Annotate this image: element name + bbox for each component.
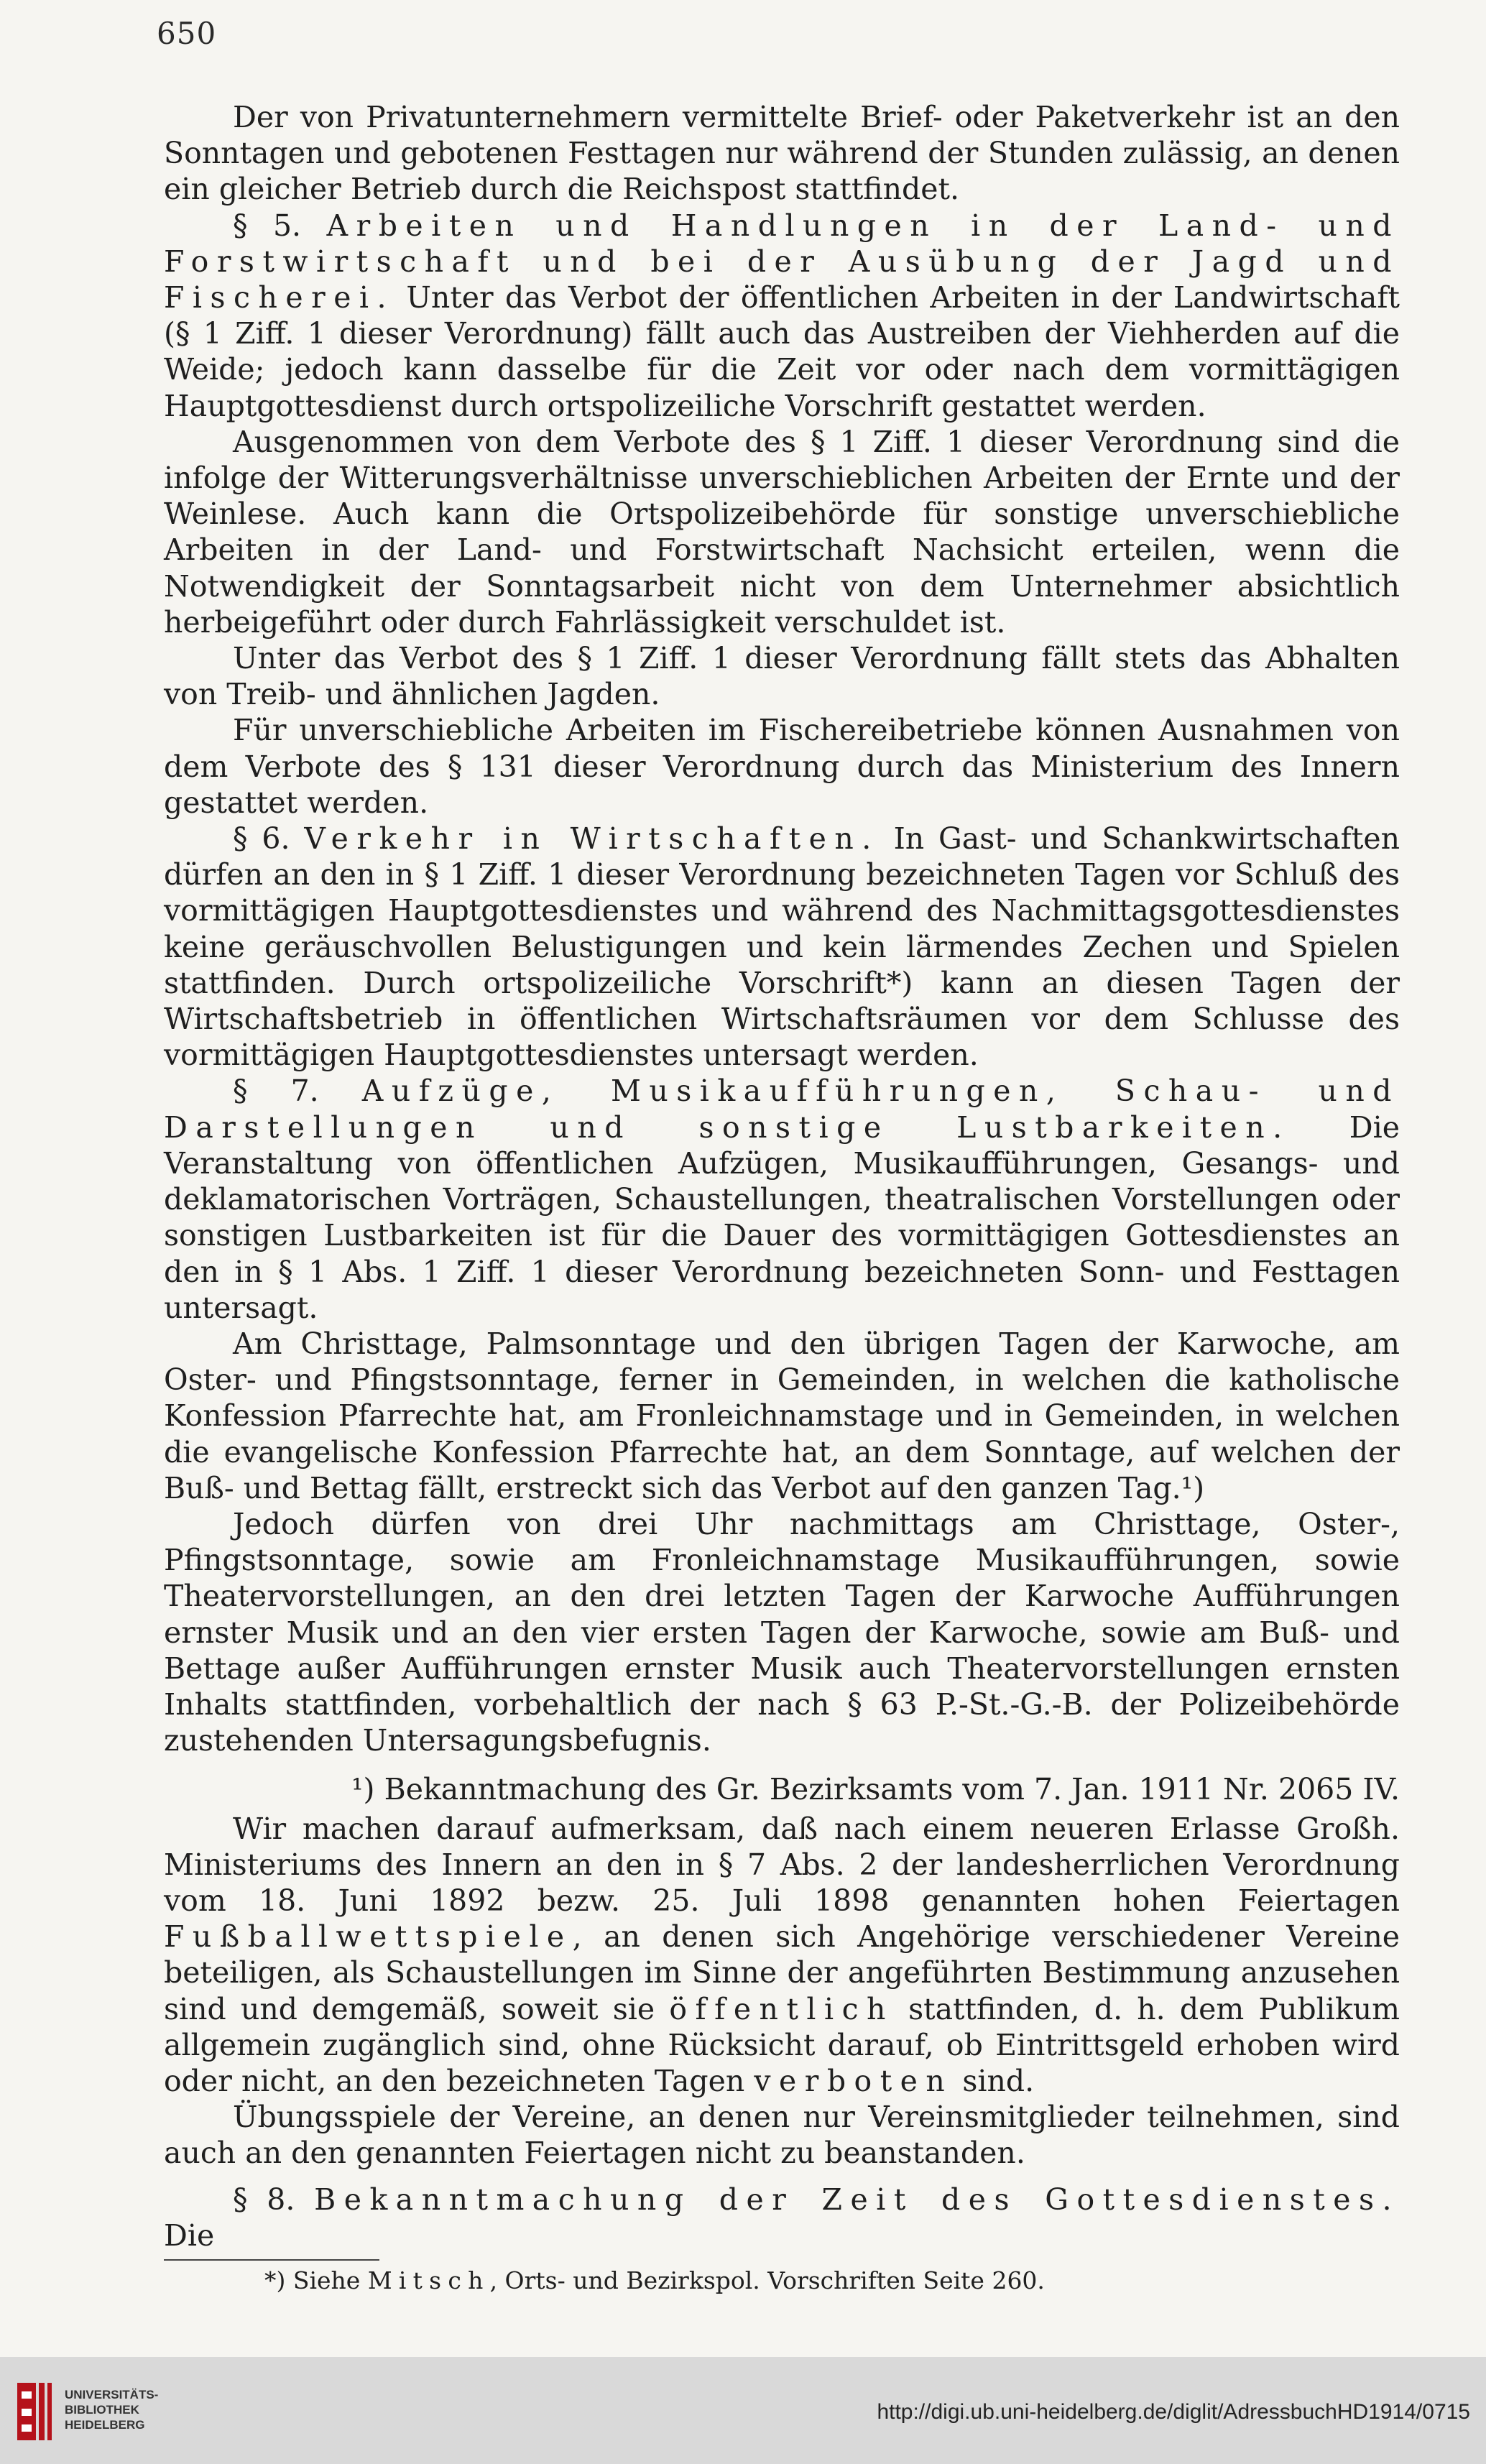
section-6-number: § 6. bbox=[233, 821, 290, 857]
source-url-link[interactable]: http://digi.ub.uni-heidelberg.de/diglit/AdressbuchHD1914/0715 bbox=[877, 2400, 1470, 2424]
footnote-bekanntmachung: ¹) Bekanntmachung des Gr. Bezirksamts vom 7. Jan. 1911 Nr. 2065 IV. bbox=[351, 1772, 1400, 1807]
section-7-number: § 7. bbox=[233, 1074, 319, 1109]
section-5-heading-paragraph bbox=[164, 208, 1400, 424]
paragraph-hunting: Unter das Verbot des § 1 Ziff. 1 dieser Verordnung fällt stets das Abhalten von Treib- und ähnlichen Jagden. bbox=[164, 641, 1400, 712]
paragraph-exceptions-harvest: Ausgenommen von dem Verbote des § 1 Ziff. 1 dieser Verordnung sind die infolge der Witterungsverhältnisse unverschieblichen Arbeiten der Ernte und der Weinlese. Auch kann die Ortspolizeibehörde für sonstige unverschiebliche Arbeiten in der Land- und Forstwirtschaft Nachsicht erteilen, wenn die Notwendigkeit der Sonntagsarbeit nicht von dem Unternehmer absichtlich herbeigeführt oder durch Fahrlässigkeit verschuldet ist. bbox=[164, 424, 1400, 640]
notice-emph-forbidden: verboten bbox=[754, 2063, 954, 2098]
section-6-heading: Verkehr in Wirtschaften. bbox=[304, 821, 880, 857]
section-8-continuation: Die bbox=[164, 2218, 215, 2253]
paragraph-private-mail: Der von Privatunternehmern vermittelte Brief- oder Paketverkehr ist an den Sonntagen und gebotenen Festtagen nur während der Stunden zulässig, an denen ein gleicher Betrieb durch die Reichspost stattfindet. bbox=[164, 100, 1400, 207]
section-5-body: Unter das Verbot der öffentlichen Arbeiten in der Landwirtschaft (§ 1 Ziff. 1 dieser Verordnung) fällt auch das Austreiben der Viehherden auf die Weide; jedoch kann dasselbe für die Zeit vor oder nach dem vormittägigen Hauptgottesdienst durch ortspolizeiliche Vorschrift gestattet werden. bbox=[164, 280, 1400, 423]
digitization-footer bbox=[0, 2357, 1486, 2464]
section-6-body: In Gast- und Schankwirtschaften dürfen an den in § 1 Ziff. 1 dieser Verordnung bezeichneten Tagen vor Schluß des vormittägigen Hauptgottesdienstes und während des Nachmittagsgottesdienstes keine geräuschvollen Belustigungen und kein lärmendes Zechen und Spielen stattfinden. Durch ortspolizeiliche Vorschrift*) kann an diesen Tagen der Wirtschaftsbetrieb in öffentlichen Wirtschaftsräumen vor dem Schlusse des vormittägigen Hauptgottesdienstes untersagt werden. bbox=[164, 821, 1400, 1073]
section-7-heading-paragraph bbox=[164, 1073, 1400, 1325]
library-name-line-1: UNIVERSITÄTS- bbox=[65, 2388, 159, 2401]
footnote-mitsch-author: Mitsch bbox=[367, 2266, 490, 2294]
library-name-line-3: HEIDELBERG bbox=[65, 2418, 145, 2432]
section-5-heading: Arbeiten und Handlungen in der Land- und Forstwirtschaft und bei der Ausübung der Jagd und Fischerei. bbox=[164, 208, 1400, 315]
notice-emph-public: öffentlich bbox=[669, 1991, 894, 2026]
university-library-logo-icon bbox=[14, 2377, 55, 2446]
section-8-heading-paragraph bbox=[164, 2182, 1400, 2253]
section-8-number: § 8. bbox=[233, 2182, 295, 2217]
paragraph-fishery: Für unverschiebliche Arbeiten im Fischereibetriebe können Ausnahmen von dem Verbote des § 131 dieser Verordnung durch das Ministerium des Innern gestattet werden. bbox=[164, 713, 1400, 820]
notice-text-4: sind. bbox=[962, 2063, 1035, 2098]
paragraph-football-notice bbox=[164, 1811, 1400, 2100]
paragraph-christtage: Am Christtage, Palmsonntage und den übrigen Tagen der Karwoche, am Oster- und Pfingstsonntage, ferner in Gemeinden, in welchen die katholische Konfession Pfarrechte hat, am Fronleichnamstage und in Gemeinden, in welchen die evangelische Konfession Pfarrechte hat, an dem Sonntage, auf welchen der Buß- und Bettag fällt, erstreckt sich das Verbot auf den ganzen Tag.¹) bbox=[164, 1326, 1400, 1505]
paragraph-afternoon-exceptions: Jedoch dürfen von drei Uhr nachmittags am Christtage, Oster-, Pfingstsonntage, sowie am Fronleichnamstage Musikaufführungen, sowie Theatervorstellungen, an den drei letzten Tagen der Karwoche Aufführungen ernster Musik und an den vier ersten Tagen der Karwoche, sowie am Buß- und Bettage außer Aufführungen ernster Musik auch Theatervorstellungen ernsten Inhalts stattfinden, vorbehaltlich der nach § 63 P.-St.-G.-B. der Polizeibehörde zustehenden Untersagungsbefugnis. bbox=[164, 1506, 1400, 1758]
notice-text-1: Wir machen darauf aufmerksam, daß nach einem neueren Erlasse Großh. Ministeriums des Innern an den in § 7 Abs. 2 der landesherrlichen Verordnung vom 18. Juni 1892 bezw. 25. Juli 1898 genannten hohen Feiertagen bbox=[164, 1811, 1400, 1918]
section-7-heading: Aufzüge, Musikaufführungen, Schau- und Darstellungen und sonstige Lustbarkeiten. bbox=[164, 1074, 1400, 1145]
page-number: 650 bbox=[157, 16, 217, 51]
section-5-number: § 5. bbox=[233, 208, 302, 243]
footnote-mitsch-rest: , Orts- und Bezirkspol. Vorschriften Seite 260. bbox=[489, 2266, 1045, 2294]
footnote-divider bbox=[164, 2259, 379, 2261]
notice-text-2: , an denen sich Angehörige verschiedener Vereine beteiligen, als Schaustellungen im Sinne der angeführten Bestimmung anzusehen sind und demgemäß, soweit sie bbox=[164, 1919, 1400, 2026]
spacer bbox=[164, 2172, 1400, 2182]
notice-emph-football: Fußballwettspiele bbox=[164, 1919, 573, 1955]
library-name-line-2: BIBLIOTHEK bbox=[65, 2403, 139, 2417]
section-7-body: Die Veranstaltung von öffentlichen Aufzügen, Musikaufführungen, Gesangs- und deklamatorischen Vorträgen, Schaustellungen, theatralischen Vorstellungen oder sonstigen Lustbarkeiten ist für die Dauer des vormittägigen Gottesdienstes an den in § 1 Abs. 1 Ziff. 1 dieser Verordnung bezeichneten Sonn- und Festtagen untersagt. bbox=[164, 1109, 1400, 1325]
section-8-heading: Bekanntmachung der Zeit des Gottesdienstes. bbox=[314, 2182, 1400, 2217]
notice-text-3: stattfinden, d. h. dem Publikum allgemein zugänglich sind, ohne Rücksicht darauf, ob Eintrittsgeld erhoben wird oder nicht, an den bezeichneten Tagen bbox=[164, 1991, 1400, 2098]
footnote-mitsch-prefix: *) Siehe bbox=[264, 2266, 361, 2294]
document-body bbox=[164, 99, 1400, 2297]
section-6-heading-paragraph bbox=[164, 821, 1400, 1073]
paragraph-practice-games: Übungsspiele der Vereine, an denen nur Vereinsmitglieder teilnehmen, sind auch an den genannten Feiertagen nicht zu beanstanden. bbox=[164, 2100, 1400, 2171]
footnote-mitsch bbox=[164, 2265, 1400, 2297]
library-name bbox=[65, 2387, 158, 2432]
